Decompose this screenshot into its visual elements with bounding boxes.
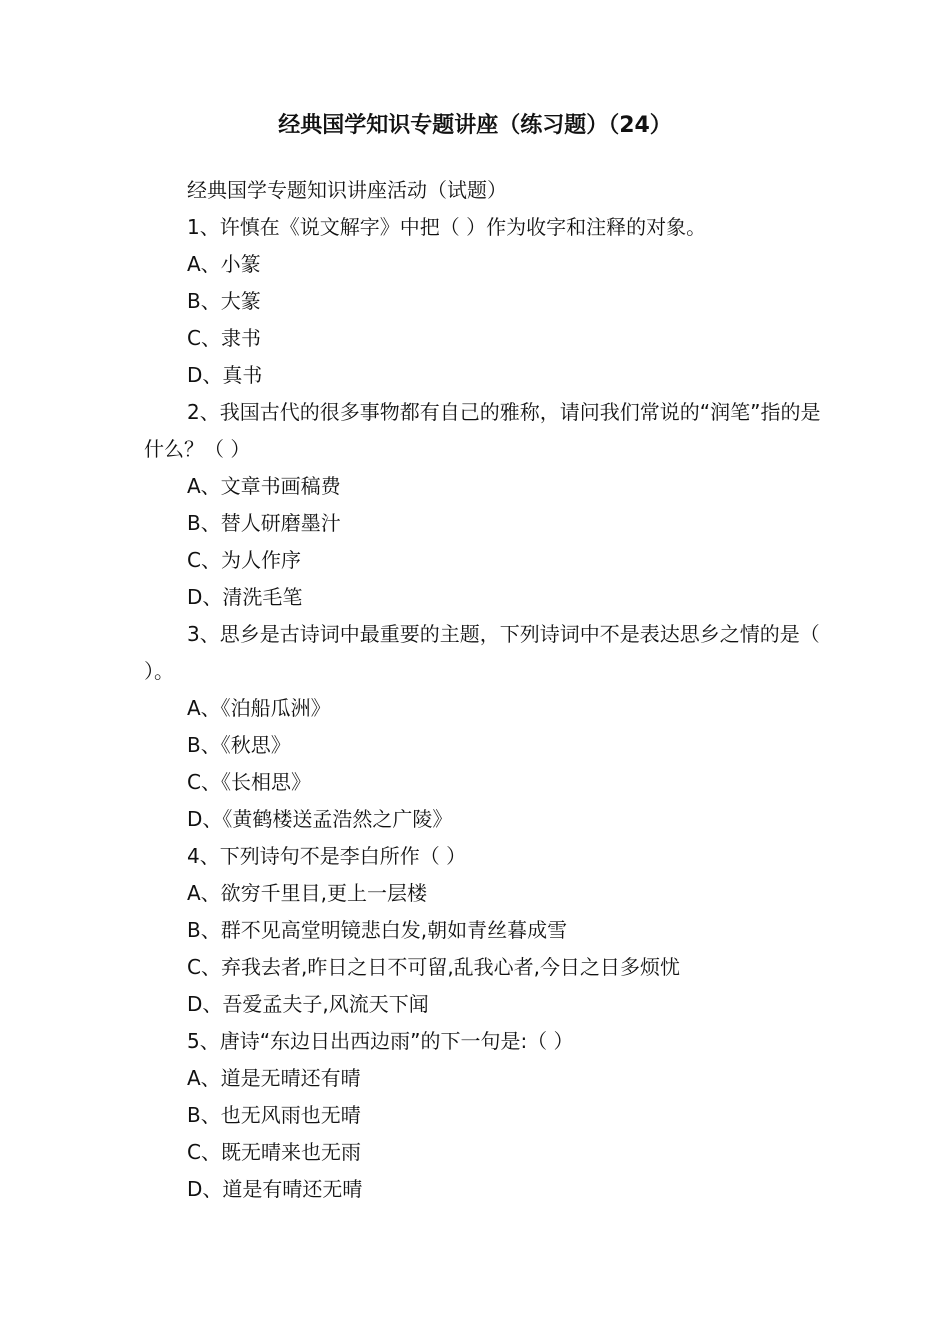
- question-1-option-b: B、大篆: [187, 289, 261, 313]
- question-4-option-a: A、欲穷千里目,更上一层楼: [187, 881, 428, 905]
- question-5-option-b: B、也无风雨也无晴: [187, 1103, 361, 1127]
- question-5-option-d: D、道是有晴还无晴: [187, 1177, 363, 1201]
- question-4-option-b: B、群不见高堂明镜悲白发,朝如青丝暮成雪: [187, 918, 568, 942]
- question-4-option-c: C、弃我去者,昨日之日不可留,乱我心者,今日之日多烦忧: [187, 955, 681, 979]
- question-3-option-c: C、《长相思》: [187, 770, 311, 794]
- document-title: 经典国学知识专题讲座（练习题）（24）: [278, 113, 672, 138]
- question-2-stem: 2、我国古代的很多事物都有自己的雅称，请问我们常说的“润笔”指的是什么？（ ）: [144, 400, 821, 461]
- question-5-option-a: A、道是无晴还有晴: [187, 1066, 361, 1090]
- question-3-option-b: B、《秋思》: [187, 733, 291, 757]
- question-4-stem: 4、下列诗句不是李白所作（ ）: [187, 844, 467, 868]
- question-5-option-c: C、既无晴来也无雨: [187, 1140, 361, 1164]
- question-3-option-d: D、《黄鹤楼送孟浩然之广陵》: [187, 807, 453, 831]
- question-5-stem: 5、唐诗“东边日出西边雨”的下一句是:（ ）: [187, 1029, 574, 1053]
- question-1-option-a: A、小篆: [187, 252, 261, 276]
- document-subtitle: 经典国学专题知识讲座活动（试题）: [187, 178, 507, 202]
- question-4-option-d: D、吾爱孟夫子,风流天下闻: [187, 992, 429, 1016]
- question-2-option-d: D、清洗毛笔: [187, 585, 303, 609]
- question-1-stem: 1、许慎在《说文解字》中把（ ）作为收字和注释的对象。: [187, 215, 707, 239]
- question-1-option-c: C、隶书: [187, 326, 261, 350]
- question-2-option-a: A、文章书画稿费: [187, 474, 341, 498]
- question-3-stem: 3、思乡是古诗词中最重要的主题，下列诗词中不是表达思乡之情的是（ ）。: [144, 622, 820, 683]
- question-2-option-b: B、替人研磨墨汁: [187, 511, 341, 535]
- question-2-option-c: C、为人作序: [187, 548, 301, 572]
- question-3-option-a: A、《泊船瓜洲》: [187, 696, 331, 720]
- question-1-option-d: D、真书: [187, 363, 263, 387]
- document-body: [144, 172, 824, 1208]
